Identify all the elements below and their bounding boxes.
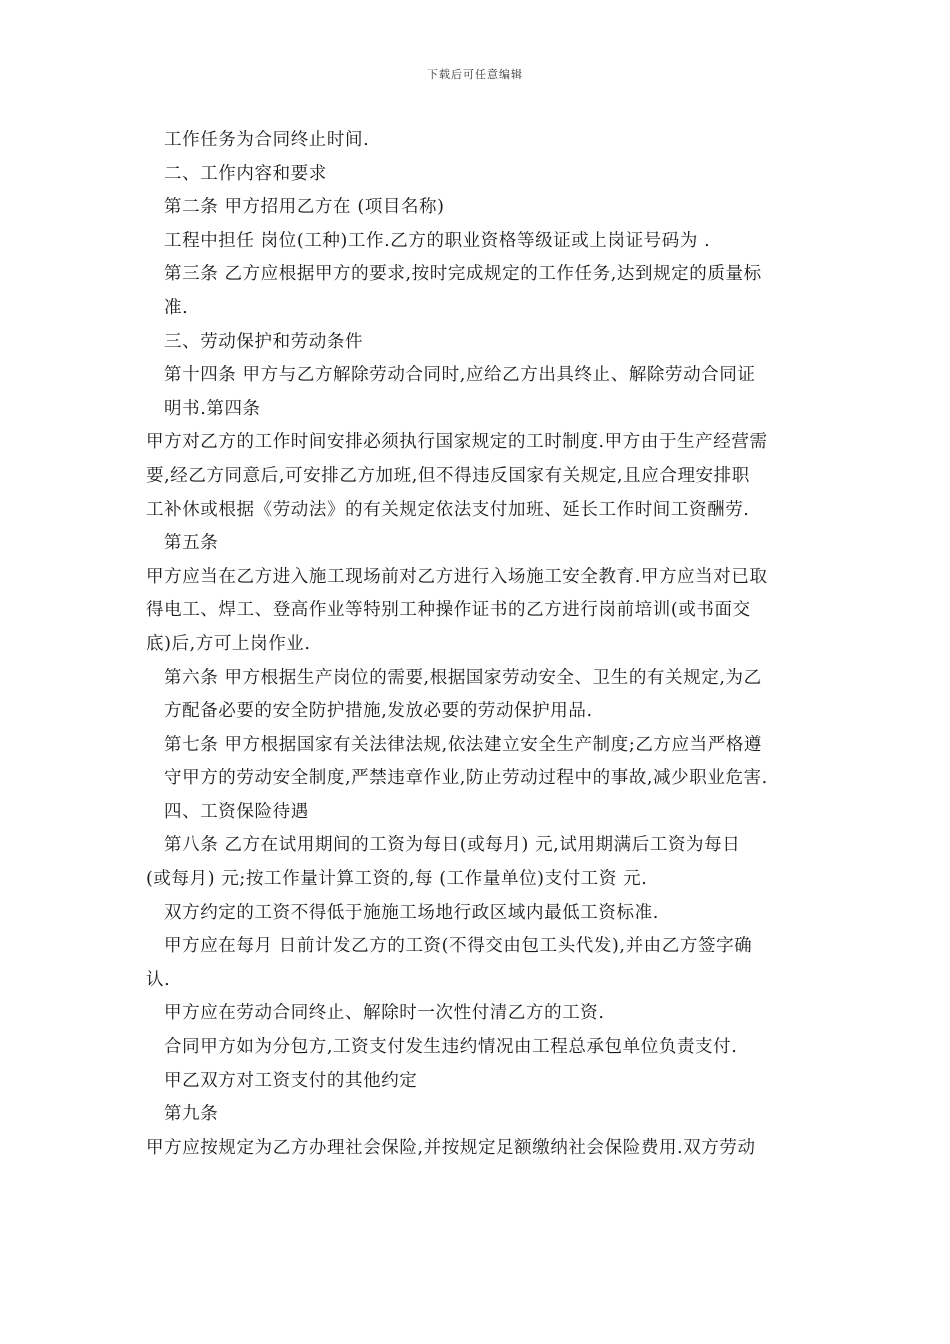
text-line: 方配备必要的安全防护措施,发放必要的劳动保护用品. <box>164 701 593 722</box>
text-line: 双方约定的工资不得低于施施工场地行政区域内最低工资标准. <box>164 902 659 923</box>
text-line: 甲方应按规定为乙方办理社会保险,并按规定足额缴纳社会保险费用.双方劳动 <box>146 1137 756 1158</box>
page-header: 下载后可任意编辑 <box>427 68 523 81</box>
text-line: 认. <box>146 969 171 990</box>
text-line: 三、劳动保护和劳动条件 <box>164 331 364 352</box>
text-line: 第八条 乙方在试用期间的工资为每日(或每月) 元,试用期满后工资为每日 <box>164 835 741 856</box>
text-line: 二、工作内容和要求 <box>164 163 327 184</box>
text-line: 得电工、焊工、登高作业等特别工种操作证书的乙方进行岗前培训(或书面交 <box>146 600 751 621</box>
text-line: 第九条 <box>164 1104 219 1125</box>
text-line: 准. <box>164 297 189 318</box>
text-line: 甲方应在每月 日前计发乙方的工资(不得交由包工头代发),并由乙方签字确 <box>164 936 753 957</box>
text-line: 甲方对乙方的工作时间安排必须执行国家规定的工时制度.甲方由于生产经营需 <box>146 432 768 453</box>
text-line: 守甲方的劳动安全制度,严禁违章作业,防止劳动过程中的事故,减少职业危害. <box>164 768 768 789</box>
text-line: 甲方应在劳动合同终止、解除时一次性付清乙方的工资. <box>164 1003 605 1024</box>
text-line: 工补休或根据《劳动法》的有关规定依法支付加班、延长工作时间工资酬劳. <box>146 499 750 520</box>
text-line: 第七条 甲方根据国家有关法律法规,依法建立安全生产制度;乙方应当严格遵 <box>164 734 763 755</box>
text-line: 合同甲方如为分包方,工资支付发生违约情况由工程总承包单位负责支付. <box>164 1037 738 1058</box>
text-line: 要,经乙方同意后,可安排乙方加班,但不得违反国家有关规定,且应合理安排职 <box>146 465 750 486</box>
text-line: 第五条 <box>164 533 219 554</box>
text-line: 工程中担任 岗位(工种)工作.乙方的职业资格等级证或上岗证号码为 . <box>164 230 711 251</box>
text-line: 甲乙双方对工资支付的其他约定 <box>164 1070 418 1091</box>
text-line: 明书.第四条 <box>164 398 261 419</box>
text-line: 第三条 乙方应根据甲方的要求,按时完成规定的工作任务,达到规定的质量标 <box>164 264 762 285</box>
text-line: 工作任务为合同终止时间. <box>164 130 370 150</box>
document-body <box>146 124 808 1165</box>
text-line: 第六条 甲方根据生产岗位的需要,根据国家劳动安全、卫生的有关规定,为乙 <box>164 667 762 688</box>
text-line: 第二条 甲方招用乙方在 (项目名称) <box>164 197 445 218</box>
text-line: 甲方应当在乙方进入施工现场前对乙方进行入场施工安全教育.甲方应当对已取 <box>146 566 768 587</box>
text-line: 四、工资保险待遇 <box>164 801 309 822</box>
text-line: 第十四条 甲方与乙方解除劳动合同时,应给乙方出具终止、解除劳动合同证 <box>164 365 756 386</box>
text-line: (或每月) 元;按工作量计算工资的,每 (工作量单位)支付工资 元. <box>146 869 648 890</box>
text-line: 底)后,方可上岗作业. <box>146 633 311 654</box>
